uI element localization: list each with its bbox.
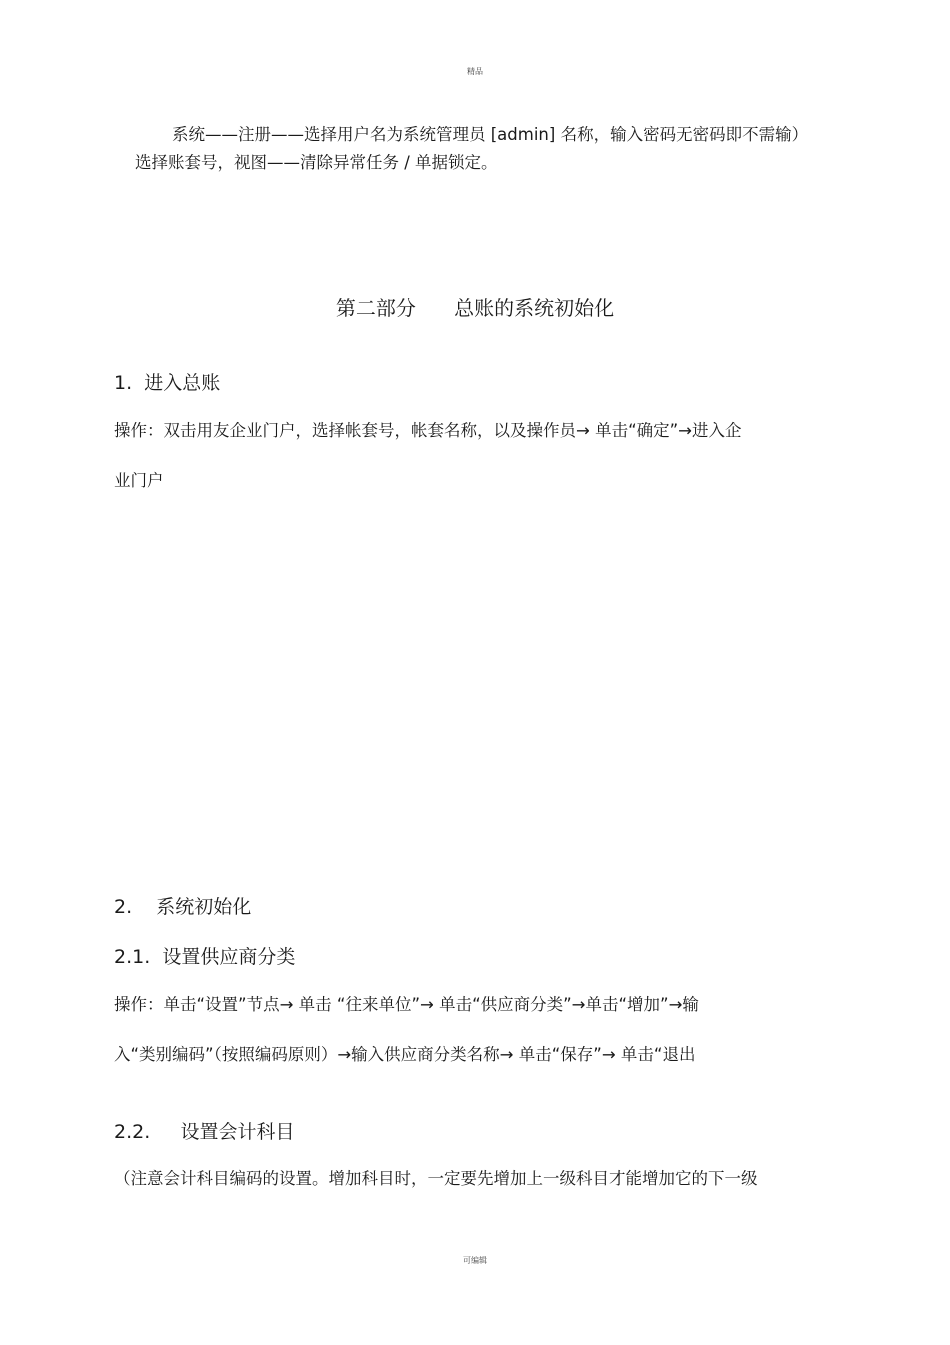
footer-mark: 可编辑 bbox=[463, 1256, 487, 1265]
accounting-subject-note: （注意会计科目编码的设置。增加科目时，一定要先增加上一级科目才能增加它的下一级 bbox=[114, 1169, 758, 1188]
operation-line-2: 业门户 bbox=[114, 471, 164, 490]
intro-line-2: 选择账套号，视图——清除异常任务 / 单据锁定。 bbox=[135, 153, 498, 172]
supplier-operation-line-2: 入“类别编码”（按照编码原则）→输入供应商分类名称→ 单击“保存”→ 单击“退出 bbox=[114, 1045, 696, 1064]
intro-line-1: 系统——注册——选择用户名为系统管理员 [admin] 名称，输入密码无密码即不需输） bbox=[172, 125, 809, 144]
heading-supplier-category: 2.1. 设置供应商分类 bbox=[114, 946, 296, 968]
supplier-operation-line-1: 操作：单击“设置”节点→ 单击 “往来单位”→ 单击“供应商分类”→单击“增加”→输 bbox=[114, 995, 699, 1014]
heading-enter-ledger: 1. 进入总账 bbox=[114, 372, 221, 394]
heading-system-init: 2. 系统初始化 bbox=[114, 896, 252, 918]
part-two-title: 第二部分 总账的系统初始化 bbox=[335, 296, 615, 320]
operation-line-1: 操作：双击用友企业门户，选择帐套号，帐套名称，以及操作员→ 单击“确定”→进入企 bbox=[114, 421, 742, 440]
heading-accounting-subjects: 2.2. 设置会计科目 bbox=[114, 1121, 295, 1143]
header-mark: 精品 bbox=[467, 67, 483, 76]
